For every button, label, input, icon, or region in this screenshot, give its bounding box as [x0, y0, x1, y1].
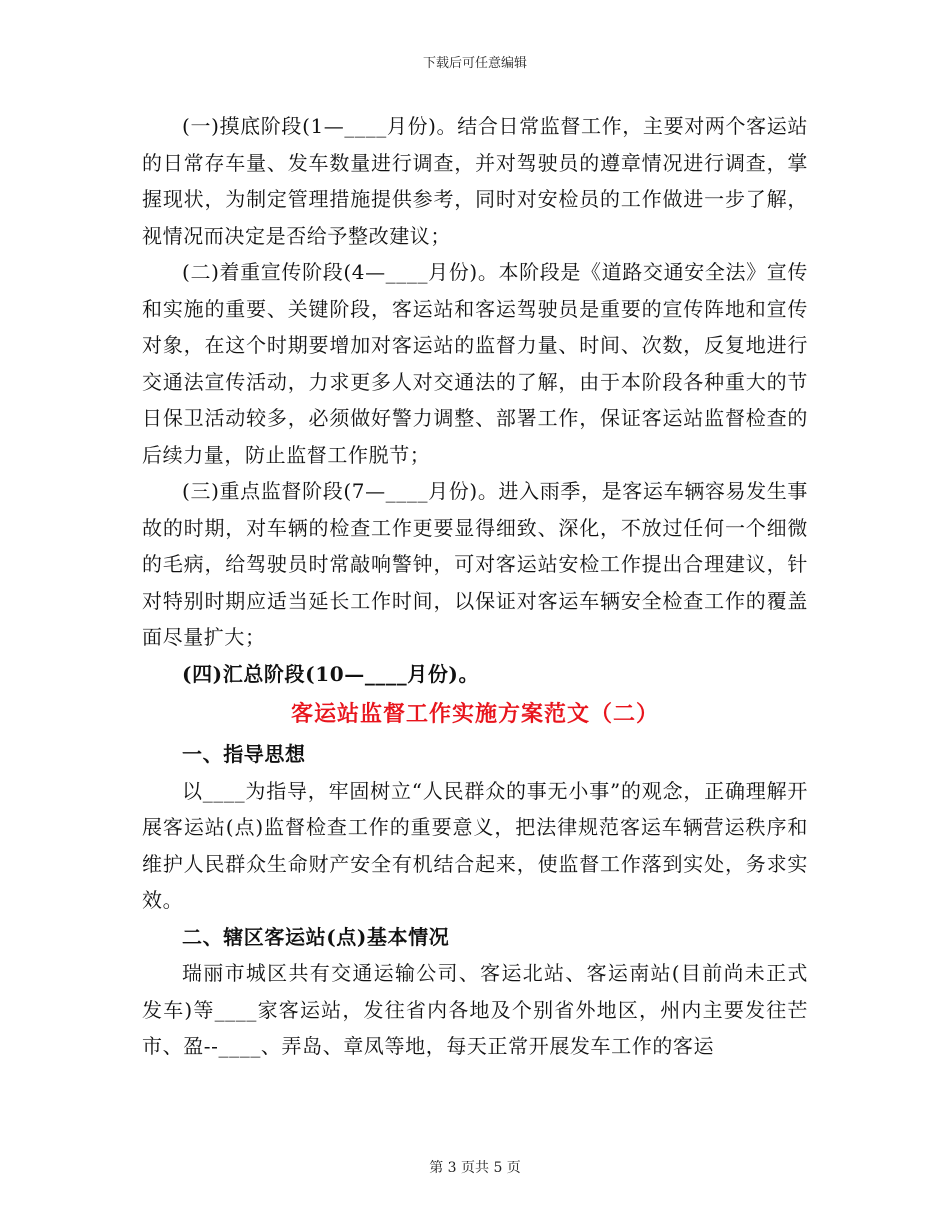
document-body: [142, 108, 808, 1065]
section-title: 客运站监督工作实施方案范文（二）: [290, 701, 659, 727]
paragraph-basic-situation: 瑞丽市城区共有交通运输公司、客运北站、客运南站(目前尚未正式发车)等____家客运站，发往省内各地及个别省外地区，州内主要发往芒市、盈--____、弄岛、章凤等地，每天正常开展发车工作的客运: [142, 961, 808, 1058]
heading-basic-situation: 二、辖区客运站(点)基本情况: [182, 924, 450, 949]
page-footer: 第 3 页共 5 页: [429, 1160, 521, 1176]
paragraph-guiding-ideology: 以____为指导，牢固树立“人民群众的事无小事”的观念，正确理解开展客运站(点)监督检查工作的重要意义，把法律规范客运车辆营运秩序和维护人民群众生命财产安全有机结合起来，使监督工作落到实处，务求实效。: [142, 778, 808, 912]
paragraph-stage-4: (四)汇总阶段(10—____月份)。: [182, 661, 480, 686]
page-header: 下载后可任意编辑: [422, 56, 527, 71]
heading-guiding-ideology: 一、指导思想: [182, 742, 306, 766]
paragraph-stage-2: (二)着重宣传阶段(4—____月份)。本阶段是《道路交通安全法》宣传和实施的重要、关键阶段，客运站和客运驾驶员是重要的宣传阵地和宣传对象，在这个时期要增加对客运站的监督力量、时间、次数，反复地进行交通法宣传活动，力求更多人对交通法的了解，由于本阶段各种重大的节日保卫活动较多，必须做好警力调整、部署工作，保证客运站监督检查的后续力量，防止监督工作脱节；: [142, 260, 808, 467]
paragraph-stage-3: (三)重点监督阶段(7—____月份)。进入雨季，是客运车辆容易发生事故的时期，对车辆的检查工作更要显得细致、深化，不放过任何一个细微的毛病，给驾驶员时常敲响警钟，可对客运站安检工作提出合理建议，针对特别时期应适当延长工作时间，以保证对客运车辆安全检查工作的覆盖面尽量扩大；: [142, 479, 808, 649]
paragraph-stage-1: (一)摸底阶段(1—____月份)。结合日常监督工作，主要对两个客运站的日常存车量、发车数量进行调查，并对驾驶员的遵章情况进行调查，掌握现状，为制定管理措施提供参考，同时对安检员的工作做进一步了解，视情况而决定是否给予整改建议；: [142, 114, 808, 248]
